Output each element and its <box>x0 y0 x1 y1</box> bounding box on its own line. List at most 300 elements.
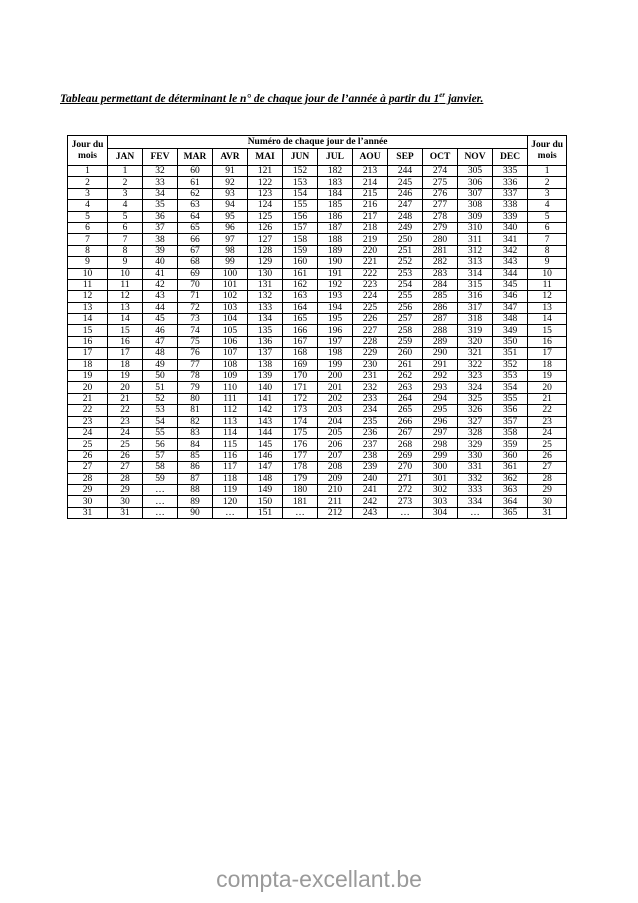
day-of-month-cell-right: 23 <box>528 416 567 427</box>
day-of-month-cell-left: 9 <box>68 257 108 268</box>
day-number-cell: 252 <box>388 257 423 268</box>
day-of-month-cell-right: 8 <box>528 245 567 256</box>
day-of-month-cell-right: 9 <box>528 257 567 268</box>
day-number-cell: 30 <box>108 496 143 507</box>
day-number-cell: 287 <box>423 314 458 325</box>
day-number-cell: 205 <box>318 427 353 438</box>
day-number-cell: 135 <box>248 325 283 336</box>
day-number-cell: 60 <box>178 166 213 177</box>
day-number-cell: 213 <box>353 166 388 177</box>
day-of-month-cell-left: 26 <box>68 450 108 461</box>
day-number-cell: 248 <box>388 211 423 222</box>
day-number-cell: 263 <box>388 382 423 393</box>
month-header-dec: DEC <box>493 149 528 166</box>
day-number-cell: 240 <box>353 473 388 484</box>
day-number-cell: 34 <box>143 188 178 199</box>
day-number-cell: … <box>143 507 178 518</box>
day-number-cell: 153 <box>283 177 318 188</box>
day-number-cell: 215 <box>353 188 388 199</box>
day-number-cell: … <box>143 496 178 507</box>
day-number-cell: 23 <box>108 416 143 427</box>
day-number-cell: 10 <box>108 268 143 279</box>
day-number-cell: 298 <box>423 439 458 450</box>
table-row <box>68 188 567 199</box>
day-number-cell: 154 <box>283 188 318 199</box>
day-of-month-cell-left: 21 <box>68 393 108 404</box>
day-of-month-cell-left: 14 <box>68 314 108 325</box>
day-number-cell: 237 <box>353 439 388 450</box>
day-number-cell: 107 <box>213 348 248 359</box>
day-number-cell: 186 <box>318 211 353 222</box>
day-of-month-cell-left: 1 <box>68 166 108 177</box>
day-number-cell: 285 <box>423 291 458 302</box>
day-number-cell: 229 <box>353 348 388 359</box>
day-number-cell: 292 <box>423 371 458 382</box>
day-number-cell: 277 <box>423 200 458 211</box>
day-number-cell: 270 <box>388 462 423 473</box>
day-number-cell: 250 <box>388 234 423 245</box>
day-number-cell: 134 <box>248 314 283 325</box>
day-number-cell: … <box>143 484 178 495</box>
day-of-month-cell-left: 7 <box>68 234 108 245</box>
day-number-cell: 74 <box>178 325 213 336</box>
day-number-cell: 137 <box>248 348 283 359</box>
day-of-month-cell-right: 13 <box>528 302 567 313</box>
day-number-cell: 90 <box>178 507 213 518</box>
day-number-cell: 281 <box>423 245 458 256</box>
day-number-cell: 140 <box>248 382 283 393</box>
day-number-cell: 208 <box>318 462 353 473</box>
day-number-cell: 332 <box>458 473 493 484</box>
day-number-cell: 129 <box>248 257 283 268</box>
day-number-cell: 35 <box>143 200 178 211</box>
day-of-month-cell-right: 3 <box>528 188 567 199</box>
day-of-month-cell-left: 5 <box>68 211 108 222</box>
table-row <box>68 439 567 450</box>
day-number-cell: … <box>388 507 423 518</box>
day-number-cell: 362 <box>493 473 528 484</box>
month-header-jun: JUN <box>283 149 318 166</box>
day-number-cell: 43 <box>143 291 178 302</box>
day-number-cell: 352 <box>493 359 528 370</box>
day-number-cell: 311 <box>458 234 493 245</box>
day-number-cell: 227 <box>353 325 388 336</box>
day-number-cell: 214 <box>353 177 388 188</box>
table-row <box>68 279 567 290</box>
day-number-cell: 75 <box>178 336 213 347</box>
day-number-cell: 46 <box>143 325 178 336</box>
day-of-month-cell-right: 28 <box>528 473 567 484</box>
day-number-cell: 225 <box>353 302 388 313</box>
day-number-cell: 85 <box>178 450 213 461</box>
day-number-cell: 254 <box>388 279 423 290</box>
day-number-cell: 16 <box>108 336 143 347</box>
day-number-cell: 328 <box>458 427 493 438</box>
day-number-cell: 71 <box>178 291 213 302</box>
day-number-cell: 350 <box>493 336 528 347</box>
day-number-cell: 265 <box>388 405 423 416</box>
day-of-month-cell-right: 30 <box>528 496 567 507</box>
day-number-cell: 224 <box>353 291 388 302</box>
day-number-cell: 143 <box>248 416 283 427</box>
day-number-cell: 256 <box>388 302 423 313</box>
day-number-cell: 249 <box>388 222 423 233</box>
day-of-month-cell-right: 15 <box>528 325 567 336</box>
day-number-cell: 55 <box>143 427 178 438</box>
day-number-cell: 8 <box>108 245 143 256</box>
month-header-row <box>68 149 567 166</box>
day-number-cell: 326 <box>458 405 493 416</box>
day-number-cell: 113 <box>213 416 248 427</box>
day-number-cell: 50 <box>143 371 178 382</box>
day-number-cell: 262 <box>388 371 423 382</box>
day-number-cell: 18 <box>108 359 143 370</box>
day-number-cell: 20 <box>108 382 143 393</box>
day-number-cell: 98 <box>213 245 248 256</box>
day-number-cell: 41 <box>143 268 178 279</box>
day-number-cell: 94 <box>213 200 248 211</box>
day-number-cell: 226 <box>353 314 388 325</box>
table-row <box>68 405 567 416</box>
table-row <box>68 496 567 507</box>
day-number-cell: 118 <box>213 473 248 484</box>
day-number-cell: 293 <box>423 382 458 393</box>
day-number-cell: 117 <box>213 462 248 473</box>
month-header-sep: SEP <box>388 149 423 166</box>
day-of-month-cell-right: 24 <box>528 427 567 438</box>
day-number-cell: 59 <box>143 473 178 484</box>
day-number-cell: 101 <box>213 279 248 290</box>
day-number-cell: 267 <box>388 427 423 438</box>
day-of-month-cell-left: 16 <box>68 336 108 347</box>
day-number-cell: 86 <box>178 462 213 473</box>
day-number-group-header: Numéro de chaque jour de l’année <box>108 136 528 149</box>
day-number-cell: 39 <box>143 245 178 256</box>
day-number-cell: 282 <box>423 257 458 268</box>
table-row <box>68 166 567 177</box>
day-of-month-cell-right: 22 <box>528 405 567 416</box>
day-number-cell: 103 <box>213 302 248 313</box>
day-number-cell: 261 <box>388 359 423 370</box>
day-number-cell: 138 <box>248 359 283 370</box>
table-row <box>68 200 567 211</box>
day-number-cell: 51 <box>143 382 178 393</box>
day-number-cell: 355 <box>493 393 528 404</box>
table-row <box>68 507 567 518</box>
day-number-cell: 320 <box>458 336 493 347</box>
day-number-cell: 149 <box>248 484 283 495</box>
day-of-month-cell-left: 8 <box>68 245 108 256</box>
month-header-fev: FEV <box>143 149 178 166</box>
day-number-cell: … <box>283 507 318 518</box>
day-number-cell: 206 <box>318 439 353 450</box>
table-row <box>68 427 567 438</box>
day-number-cell: 185 <box>318 200 353 211</box>
day-number-cell: 315 <box>458 279 493 290</box>
day-number-cell: 180 <box>283 484 318 495</box>
day-number-cell: 246 <box>388 188 423 199</box>
day-number-cell: 198 <box>318 348 353 359</box>
day-number-cell: 305 <box>458 166 493 177</box>
day-of-month-cell-left: 15 <box>68 325 108 336</box>
day-number-cell: 211 <box>318 496 353 507</box>
day-number-cell: 167 <box>283 336 318 347</box>
day-number-cell: 76 <box>178 348 213 359</box>
day-number-cell: 19 <box>108 371 143 382</box>
table-row <box>68 257 567 268</box>
day-of-month-cell-left: 11 <box>68 279 108 290</box>
day-number-cell: 304 <box>423 507 458 518</box>
day-number-cell: 307 <box>458 188 493 199</box>
day-number-cell: 288 <box>423 325 458 336</box>
day-number-cell: 124 <box>248 200 283 211</box>
day-number-cell: 273 <box>388 496 423 507</box>
table-row <box>68 177 567 188</box>
month-header-oct: OCT <box>423 149 458 166</box>
day-number-cell: 89 <box>178 496 213 507</box>
day-number-cell: 275 <box>423 177 458 188</box>
day-number-cell: 351 <box>493 348 528 359</box>
day-number-cell: 255 <box>388 291 423 302</box>
table-row <box>68 336 567 347</box>
day-number-cell: 269 <box>388 450 423 461</box>
day-number-cell: 313 <box>458 257 493 268</box>
day-of-month-cell-right: 29 <box>528 484 567 495</box>
table-row <box>68 484 567 495</box>
day-of-month-cell-left: 19 <box>68 371 108 382</box>
day-number-cell: 42 <box>143 279 178 290</box>
day-number-cell: 264 <box>388 393 423 404</box>
day-of-month-cell-left: 10 <box>68 268 108 279</box>
day-number-cell: 13 <box>108 302 143 313</box>
day-number-cell: 317 <box>458 302 493 313</box>
day-number-cell: 289 <box>423 336 458 347</box>
month-header-nov: NOV <box>458 149 493 166</box>
day-number-cell: 109 <box>213 371 248 382</box>
page-title: Tableau permettant de déterminant le n° de chaque jour de l’année à partir du 1er janvier. <box>60 91 484 105</box>
day-number-cell: 83 <box>178 427 213 438</box>
day-number-cell: 202 <box>318 393 353 404</box>
day-number-cell: 54 <box>143 416 178 427</box>
day-number-cell: 348 <box>493 314 528 325</box>
day-number-cell: 312 <box>458 245 493 256</box>
day-number-cell: 27 <box>108 462 143 473</box>
day-number-cell: 126 <box>248 222 283 233</box>
day-number-cell: 188 <box>318 234 353 245</box>
day-number-cell: 3 <box>108 188 143 199</box>
day-number-cell: 336 <box>493 177 528 188</box>
day-of-month-header-right: Jour du mois <box>528 136 567 166</box>
day-number-cell: 203 <box>318 405 353 416</box>
day-number-cell: 163 <box>283 291 318 302</box>
day-number-cell: 111 <box>213 393 248 404</box>
day-number-cell: 36 <box>143 211 178 222</box>
day-of-month-header-left: Jour du mois <box>68 136 108 166</box>
day-number-cell: 56 <box>143 439 178 450</box>
day-number-cell: 283 <box>423 268 458 279</box>
day-number-cell: 295 <box>423 405 458 416</box>
day-of-month-cell-left: 27 <box>68 462 108 473</box>
day-number-cell: 238 <box>353 450 388 461</box>
day-number-cell: 193 <box>318 291 353 302</box>
day-number-cell: 231 <box>353 371 388 382</box>
day-number-cell: 82 <box>178 416 213 427</box>
day-number-cell: 290 <box>423 348 458 359</box>
table-row <box>68 211 567 222</box>
day-number-cell: 159 <box>283 245 318 256</box>
day-number-cell: 9 <box>108 257 143 268</box>
day-number-cell: 15 <box>108 325 143 336</box>
day-of-month-cell-right: 12 <box>528 291 567 302</box>
day-number-cell: 171 <box>283 382 318 393</box>
day-number-cell: 128 <box>248 245 283 256</box>
day-number-cell: 161 <box>283 268 318 279</box>
day-number-cell: 28 <box>108 473 143 484</box>
day-number-cell: 191 <box>318 268 353 279</box>
day-of-month-cell-right: 19 <box>528 371 567 382</box>
day-number-cell: 280 <box>423 234 458 245</box>
day-number-cell: 183 <box>318 177 353 188</box>
day-number-cell: 294 <box>423 393 458 404</box>
day-number-cell: 133 <box>248 302 283 313</box>
day-number-cell: 65 <box>178 222 213 233</box>
day-number-cell: 236 <box>353 427 388 438</box>
day-number-cell: 334 <box>458 496 493 507</box>
day-number-cell: 253 <box>388 268 423 279</box>
day-number-cell: 278 <box>423 211 458 222</box>
day-number-cell: 31 <box>108 507 143 518</box>
day-number-cell: 168 <box>283 348 318 359</box>
day-number-cell: 38 <box>143 234 178 245</box>
day-of-month-cell-right: 31 <box>528 507 567 518</box>
day-number-cell: 7 <box>108 234 143 245</box>
day-number-cell: 308 <box>458 200 493 211</box>
day-number-cell: 63 <box>178 200 213 211</box>
day-number-cell: 340 <box>493 222 528 233</box>
day-number-cell: 40 <box>143 257 178 268</box>
day-number-cell: 297 <box>423 427 458 438</box>
day-number-cell: 95 <box>213 211 248 222</box>
day-of-month-cell-right: 26 <box>528 450 567 461</box>
table-row <box>68 450 567 461</box>
day-number-cell: 11 <box>108 279 143 290</box>
day-number-cell: 319 <box>458 325 493 336</box>
day-of-month-cell-left: 18 <box>68 359 108 370</box>
day-of-month-cell-left: 23 <box>68 416 108 427</box>
day-number-cell: 1 <box>108 166 143 177</box>
day-number-cell: 363 <box>493 484 528 495</box>
day-number-cell: 26 <box>108 450 143 461</box>
day-number-cell: 358 <box>493 427 528 438</box>
day-number-cell: 47 <box>143 336 178 347</box>
day-number-cell: 14 <box>108 314 143 325</box>
day-number-cell: 100 <box>213 268 248 279</box>
day-number-cell: 102 <box>213 291 248 302</box>
day-of-month-cell-left: 24 <box>68 427 108 438</box>
month-header-mai: MAI <box>248 149 283 166</box>
day-number-cell: 139 <box>248 371 283 382</box>
day-of-month-cell-right: 17 <box>528 348 567 359</box>
day-number-cell: 181 <box>283 496 318 507</box>
day-number-cell: 210 <box>318 484 353 495</box>
day-number-cell: 271 <box>388 473 423 484</box>
day-number-cell: 148 <box>248 473 283 484</box>
day-number-cell: 33 <box>143 177 178 188</box>
day-number-cell: 364 <box>493 496 528 507</box>
day-number-cell: 299 <box>423 450 458 461</box>
day-number-cell: 173 <box>283 405 318 416</box>
day-number-cell: 37 <box>143 222 178 233</box>
day-number-cell: 64 <box>178 211 213 222</box>
day-number-cell: 96 <box>213 222 248 233</box>
day-of-month-cell-left: 20 <box>68 382 108 393</box>
day-number-cell: 359 <box>493 439 528 450</box>
day-number-cell: 233 <box>353 393 388 404</box>
day-number-cell: 300 <box>423 462 458 473</box>
day-of-month-cell-left: 4 <box>68 200 108 211</box>
day-number-cell: 361 <box>493 462 528 473</box>
month-header-mar: MAR <box>178 149 213 166</box>
day-number-cell: 17 <box>108 348 143 359</box>
day-number-cell: 92 <box>213 177 248 188</box>
day-number-cell: 357 <box>493 416 528 427</box>
day-number-cell: 104 <box>213 314 248 325</box>
day-number-cell: 331 <box>458 462 493 473</box>
day-number-cell: 6 <box>108 222 143 233</box>
day-number-cell: 120 <box>213 496 248 507</box>
day-number-cell: 337 <box>493 188 528 199</box>
day-of-month-cell-right: 2 <box>528 177 567 188</box>
day-number-cell: 58 <box>143 462 178 473</box>
day-of-month-cell-left: 17 <box>68 348 108 359</box>
day-number-cell: 189 <box>318 245 353 256</box>
day-number-cell: 116 <box>213 450 248 461</box>
table-row <box>68 393 567 404</box>
day-number-cell: 78 <box>178 371 213 382</box>
table-row <box>68 473 567 484</box>
day-number-cell: 342 <box>493 245 528 256</box>
day-number-cell: 151 <box>248 507 283 518</box>
day-number-cell: 199 <box>318 359 353 370</box>
day-number-cell: 61 <box>178 177 213 188</box>
day-number-cell: 141 <box>248 393 283 404</box>
day-number-cell: 200 <box>318 371 353 382</box>
day-number-cell: 156 <box>283 211 318 222</box>
day-number-cell: 266 <box>388 416 423 427</box>
day-of-month-cell-left: 31 <box>68 507 108 518</box>
day-number-cell: 306 <box>458 177 493 188</box>
day-number-cell: 53 <box>143 405 178 416</box>
day-number-cell: 314 <box>458 268 493 279</box>
day-number-cell: 353 <box>493 371 528 382</box>
day-number-cell: 184 <box>318 188 353 199</box>
table-row <box>68 382 567 393</box>
day-number-cell: 45 <box>143 314 178 325</box>
day-number-cell: 22 <box>108 405 143 416</box>
day-of-month-cell-left: 25 <box>68 439 108 450</box>
day-number-cell: 125 <box>248 211 283 222</box>
day-number-cell: 57 <box>143 450 178 461</box>
day-number-cell: 87 <box>178 473 213 484</box>
day-number-cell: 160 <box>283 257 318 268</box>
day-number-cell: 232 <box>353 382 388 393</box>
day-number-cell: 69 <box>178 268 213 279</box>
day-number-cell: 169 <box>283 359 318 370</box>
day-number-cell: 24 <box>108 427 143 438</box>
day-number-cell: 318 <box>458 314 493 325</box>
day-number-cell: 172 <box>283 393 318 404</box>
day-number-cell: 268 <box>388 439 423 450</box>
